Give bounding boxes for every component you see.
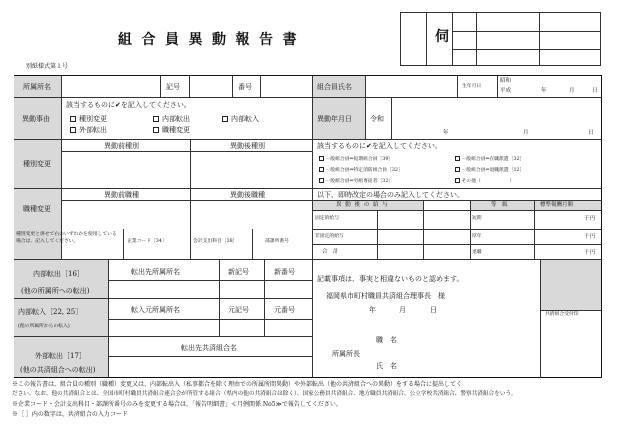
internal-out-dest-label: 転出先所属所名 [131, 268, 180, 276]
checkbox[interactable] [70, 127, 76, 133]
change-reason-instruction: 該当するものに✔を記入してください。 [66, 101, 191, 109]
salary-row-grade: 退職 [472, 250, 482, 255]
external-out-sub: (他の共済組合への転出) [20, 366, 96, 374]
job-before-label: 異動前職種 [104, 191, 139, 199]
account-subject-label: 会計支出科目［38］ [193, 239, 238, 244]
standard-monthly-header: 標準報酬月額 [540, 202, 574, 208]
member-name-label: 組合員氏名 [317, 83, 352, 91]
external-out-label: 外部転出［17］ [35, 352, 86, 360]
type-change-instruction: 該当するものに✔を記入してください。 [317, 142, 442, 150]
salary-row-grade: 短期 [472, 216, 482, 221]
certification-month: 月 [399, 306, 406, 314]
checkbox[interactable] [222, 116, 228, 122]
receipt-stamp-label: 共済組合受付印 [545, 312, 579, 317]
change-date-era: 令和 [370, 115, 384, 123]
name-label: 氏 名 [376, 362, 397, 370]
job-change-instruction: 以下、即時改定の場合のみ記入してください。 [317, 191, 464, 199]
change-date-day-unit: 日 [588, 130, 594, 136]
form-number: 別紙様式第１号 [26, 63, 69, 70]
salary-row-unit: 千円 [584, 216, 596, 222]
grade-header: 等 級 [491, 202, 508, 208]
internal-in-old-number: 元番号 [274, 306, 295, 314]
checkbox[interactable] [153, 116, 159, 122]
salary-row-label: 固定的給与 [315, 216, 339, 221]
internal-in-old-symbol: 元記号 [228, 306, 249, 314]
change-date-label: 異動年月日 [317, 115, 352, 123]
reason-type-change[interactable]: 種別変更 [70, 115, 107, 123]
reason-job-change[interactable]: 職種変更 [153, 126, 190, 134]
note-2: ださい。なお、他の共済組合とは、全国市町村職員共済組合連合会が所管する組合（県内の他の共済組合は除く）、国家公務員共済組合、地方職員共済組合、公立学校共済組合、警察共済組合をいう。 [12, 391, 517, 397]
note-4: ※［ ］内の数字は、共済組合の入力コード [12, 411, 128, 418]
internal-out-new-number: 新番号 [274, 268, 295, 276]
salary-header: 異 動 後 の 給 与 [336, 202, 389, 208]
checkbox[interactable] [319, 167, 324, 172]
certification-day: 日 [430, 306, 437, 314]
job-change-label: 職種変更 [23, 205, 51, 213]
internal-in-sub: (他の所属所からの転入) [18, 324, 70, 329]
certification-addressee: 福岡県市町村職員共済組合理事長 様 [326, 292, 445, 300]
type-change-label: 種別変更 [23, 160, 51, 168]
reason-external-out[interactable]: 外部転出 [70, 126, 107, 134]
type-option-2[interactable]: 一般組合員⇔在職派遣［32］ [455, 156, 524, 163]
position-label: 職 名 [376, 336, 397, 344]
salary-row-label: 合 計 [322, 249, 339, 255]
type-option-6[interactable]: その他（ ） [455, 178, 514, 185]
office-name-label: 所属所名 [23, 83, 51, 91]
symbol-label: 記号 [166, 83, 180, 91]
salary-row-unit: 千円 [584, 234, 596, 240]
era-showa: 昭和 [500, 78, 512, 84]
job-after-label: 異動後職種 [230, 191, 265, 199]
checkbox[interactable] [70, 116, 76, 122]
type-option-5[interactable]: 一般組合員⇔労組専従者［32］ [319, 178, 393, 185]
checkbox[interactable] [319, 178, 324, 183]
era-heisei: 平成 [500, 88, 512, 94]
internal-out-new-symbol: 新記号 [228, 268, 249, 276]
internal-in-origin-label: 転入元所属所名 [131, 306, 180, 314]
change-date-year-unit: 年 [443, 130, 449, 136]
reason-internal-out[interactable]: 内部転出 [153, 115, 190, 123]
note-3: ※企業コード・会計支出科目・部課所番号のみを変更する場合は、「報告明細書」≪月例関係 No5≫で報告してください。 [12, 401, 342, 408]
department-number-label: 部課所番号 [265, 239, 289, 244]
salary-row-unit: 千円 [584, 250, 596, 256]
number-label: 番号 [238, 83, 252, 91]
office-head-label: 所属所長 [332, 350, 360, 358]
birth-day-unit: 日 [592, 88, 598, 94]
checkbox[interactable] [455, 178, 460, 183]
birth-date-label: 生年月日 [462, 84, 482, 89]
checkbox[interactable] [153, 127, 159, 133]
code-change-note: 種別変更と併せて右のいずれかを使用している場合は、記入してください。 [16, 232, 117, 244]
approval-label: 伺 [435, 29, 449, 45]
type-before-label: 異動前種別 [104, 142, 139, 150]
internal-out-label: 内部転出［16］ [33, 270, 84, 278]
internal-out-sub: (他の所属所への転出) [21, 287, 90, 295]
certification-statement: 記載事項は、事実と相違ないものと認めます。 [317, 275, 464, 283]
type-option-4[interactable]: 一般組合員⇔退職派遣［12］ [455, 167, 524, 174]
birth-year-unit: 年 [541, 88, 547, 94]
checkbox[interactable] [455, 156, 460, 161]
type-after-label: 異動後種別 [230, 142, 265, 150]
external-out-dest-label: 転出先共済組合名 [181, 344, 237, 352]
birth-month-unit: 月 [569, 88, 575, 94]
salary-row-grade: 厚年 [472, 234, 482, 239]
certification-year: 年 [369, 306, 376, 314]
reason-internal-in[interactable]: 内部転入 [222, 115, 259, 123]
note-1: ※この報告書は、組合員の種別（職種）変更又は、内部転出入（私事都合を除く理由での所属所間異動）や外部転出（他の共済組合への異動）をする場合に提出してく [12, 381, 463, 388]
type-option-3[interactable]: 一般組合員⇔特定消防組合員［32］ [319, 167, 403, 174]
salary-row-label: 非固定的給与 [315, 234, 344, 239]
checkbox[interactable] [455, 167, 460, 172]
change-reason-label: 異動事由 [22, 115, 50, 123]
type-option-1[interactable]: 一般組合員⇔短期組合員［39］ [319, 156, 393, 163]
form-title: 組合員異動報告書 [118, 32, 306, 48]
change-date-month-unit: 月 [523, 130, 529, 136]
company-code-label: 企業コード［34］ [127, 239, 167, 244]
checkbox[interactable] [319, 156, 324, 161]
approval-stamp-box [400, 12, 601, 66]
internal-in-label: 内部転入［22, 25］ [18, 308, 83, 316]
